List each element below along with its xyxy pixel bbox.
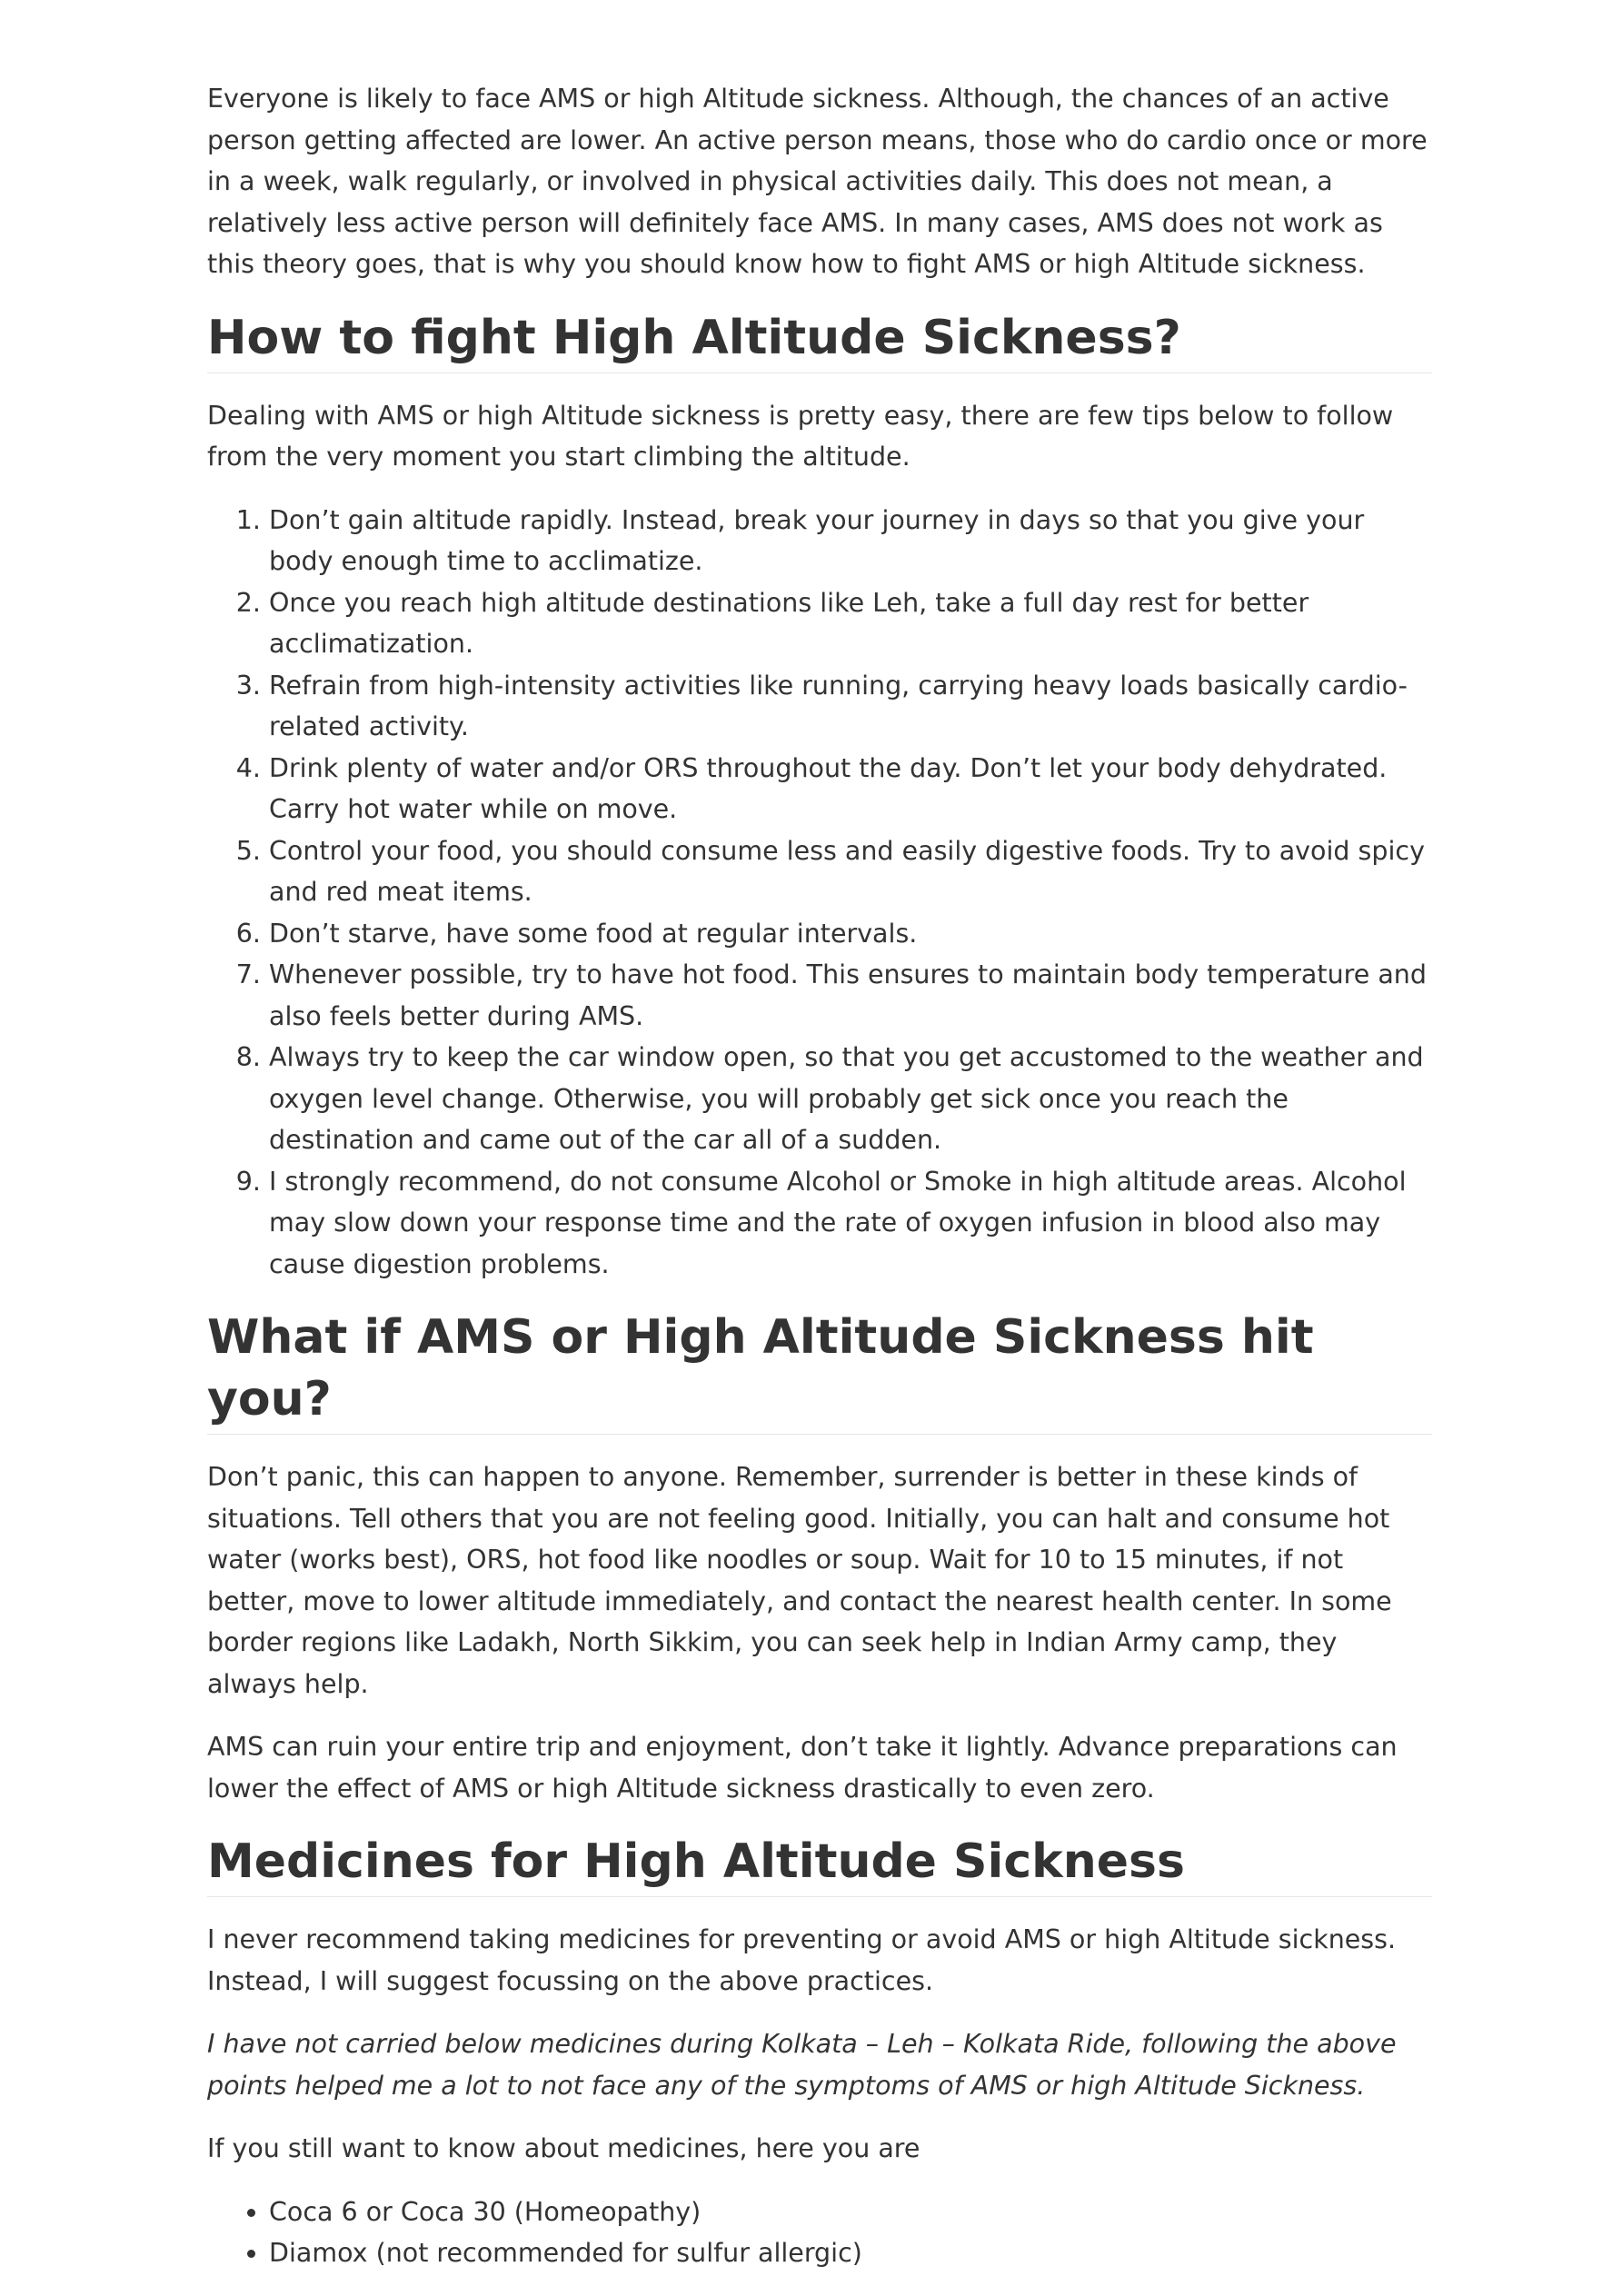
list-item: 9. I strongly recommend, do not consume Alcohol or Smoke in high altitude areas. Alcohol may slow down your response time and the rate of oxygen infusion in blood also may cause digestion problems. [269, 1161, 1432, 1286]
heading-what-if-ams: What if AMS or High Altitude Sickness hit you? [207, 1307, 1432, 1435]
heading-medicines: Medicines for High Altitude Sickness [207, 1831, 1432, 1897]
list-item: 1. Don’t gain altitude rapidly. Instead, break your journey in days so that you give your body enough time to acclimatize. [269, 500, 1432, 582]
what-if-paragraph-1: Don’t panic, this can happen to anyone. Remember, surrender is better in these kinds of situations. Tell others that you are not feeling good. Initially, you can halt and consume hot water (works best), ORS, hot food like noodles or soup. Wait for 10 to 15 minutes, if not better, move to lower altitude immediately, and contact the nearest health center. In some border regions like Ladakh, North Sikkim, you can seek help in Indian Army camp, they always help. [207, 1462, 1392, 1699]
list-item: 8. Always try to keep the car window open, so that you get accustomed to the weather and oxygen level change. Otherwise, you will probably get sick once you reach the destination and came out of the car all of a sudden. [269, 1037, 1432, 1161]
list-item: 5. Control your food, you should consume less and easily digestive foods. Try to avoid spicy and red meat items. [269, 830, 1432, 913]
list-item: 4. Drink plenty of water and/or ORS throughout the day. Don’t let your body dehydrated. Carry hot water while on move. [269, 748, 1432, 830]
list-item: 2. Once you reach high altitude destinations like Leh, take a full day rest for better acclimatization. [269, 582, 1432, 665]
list-item: 6. Don’t starve, have some food at regular intervals. [269, 913, 1432, 955]
medicines-paragraph-2: If you still want to know about medicines, here you are [207, 2133, 920, 2163]
list-item: • Coca 6 or Coca 30 (Homeopathy) [269, 2192, 1432, 2233]
heading-how-to-fight: How to fight High Altitude Sickness? [207, 307, 1432, 373]
medicines-paragraph-1: I never recommend taking medicines for preventing or avoid AMS or high Altitude sickness. Instead, I will suggest focussing on the above practices. [207, 1924, 1397, 1996]
list-item: • Diamox (not recommended for sulfur allergic) [269, 2232, 1432, 2274]
tips-list [207, 500, 1432, 1286]
medicines-italic-note: I have not carried below medicines during Kolkata – Leh – Kolkata Ride, following the above points helped me a lot to not face any of the symptoms of AMS or high Altitude Sickness. [207, 2029, 1397, 2101]
article-body [207, 78, 1432, 2296]
list-item: 3. Refrain from high-intensity activities like running, carrying heavy loads basically cardio-related activity. [269, 665, 1432, 748]
fight-intro-paragraph: Dealing with AMS or high Altitude sickness is pretty easy, there are few tips below to follow from the very moment you start climbing the altitude. [207, 400, 1394, 472]
medicines-list [207, 2192, 1432, 2274]
what-if-paragraph-2: AMS can ruin your entire trip and enjoyment, don’t take it lightly. Advance preparations can lower the effect of AMS or high Altitude sickness drastically to even zero. [207, 1732, 1398, 1804]
intro-paragraph: Everyone is likely to face AMS or high Altitude sickness. Although, the chances of an active person getting affected are lower. An active person means, those who do cardio once or more in a week, walk regularly, or involved in physical activities daily. This does not mean, a relatively less active person will definitely face AMS. In many cases, AMS does not work as this theory goes, that is why you should know how to fight AMS or high Altitude sickness. [207, 84, 1428, 279]
list-item: 7. Whenever possible, try to have hot food. This ensures to maintain body temperature and also feels better during AMS. [269, 954, 1432, 1037]
